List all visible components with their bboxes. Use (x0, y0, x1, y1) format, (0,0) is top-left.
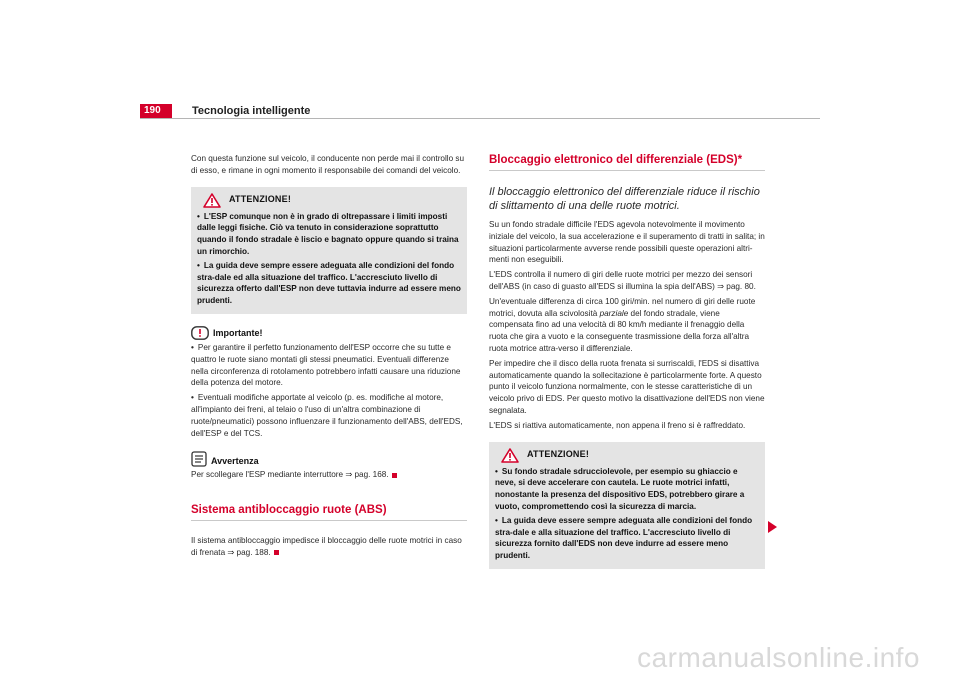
page-title: Tecnologia intelligente (192, 105, 311, 117)
warning-header (197, 193, 461, 208)
intro-paragraph: Con questa funzione sul veicolo, il conducente non perde mai il controllo su di esso, e rimane in ogni momento il responsabile dei comandi del veicolo. (191, 154, 465, 175)
warning-box-eds (489, 442, 765, 569)
warning-title: ATTENZIONE! (527, 449, 590, 460)
warning-triangle-icon (501, 448, 519, 463)
notice-text: Per scollegare l'ESP mediante interruttore ⇒ pag. 168. (191, 470, 389, 480)
notice-title: Avvertenza (211, 455, 259, 466)
end-square-icon (274, 550, 279, 555)
abs-section-title: Sistema antibloccaggio ruote (ABS) (191, 503, 467, 521)
header-divider (140, 118, 820, 119)
warning-box-esp (191, 187, 467, 314)
eds-p3-italic: parziale (599, 308, 629, 318)
eds-paragraph-1: Su un fondo stradale difficile l'EDS agevola notevolmente il movimento iniziale del veicolo, la sua accelerazione e il superamento di tratti in salita; in situazioni particolarmente avverse rende possibili queste operazioni altri-menti non eseguibili. (489, 220, 765, 265)
warning-triangle-icon (203, 193, 221, 208)
warning-item: • La guida deve sempre essere adeguata alle condizioni del fondo stra-dale ed alla situazione del traffico. L'accresciuto livello di sicurezza offerto dall'ESP non deve tuttavia indurre ad essere meno prudenti. (197, 260, 461, 307)
exclamation-icon (191, 326, 209, 340)
notepad-icon (191, 451, 207, 467)
important-header (191, 326, 467, 340)
eds-paragraph-2: L'EDS controlla il numero di giri delle ruote motrici per mezzo dei sensori dell'ABS (in caso di guasto all'EDS si illumina la spia dell'ABS) ⇒ pag. 80. (489, 270, 756, 291)
eds-p3-end: del fondo stradale, viene compensata fino ad una velocità di 80 km/h mediante il frenaggio della ruota che gira a vuoto e la conseguente trasmissione della forza all'altra ruota motrice attra-verso il differenziale. (489, 308, 750, 353)
next-page-arrow-icon[interactable] (768, 521, 777, 533)
eds-paragraph-4: Per impedire che il disco della ruota frenata si surriscaldi, l'EDS si disattiva automaticamente quando la sollecitazione è particolarmente forte. A questo punto il veicolo funziona normalmente, con le stesse caratteristiche di un veicolo privo di EDS. Per questo motivo la disattivazione dell'EDS non viene segnalata. (489, 358, 765, 415)
end-square-icon (392, 473, 397, 478)
right-column (489, 153, 765, 569)
abs-text: Il sistema antibloccaggio impedisce il bloccaggio delle ruote motrici in caso di frenata ⇒ pag. 188. (191, 536, 462, 557)
warning-item: • La guida deve essere sempre adeguata alle condizioni del fondo stra-dale e alla situazione del traffico. L'accresciuto livello di sicurezza fornito dall'EDS non deve indurre ad essere meno prudenti. (495, 515, 759, 562)
eds-paragraph-3 (489, 296, 765, 355)
notice-paragraph (191, 469, 467, 481)
eds-p3-start: Un'eventuale differenza di circa 100 giri/min. nel numero di giri delle ruote motrici, dovuta alla scivolosità (489, 296, 756, 318)
left-column (191, 153, 467, 562)
important-title: Importante! (213, 328, 263, 339)
important-item: • Eventuali modifiche apportate al veicolo (p. es. modifiche al motore, all'impianto dei freni, al telaio o l'uso di un'altra combinazione di ruote/pneumatici) possono influenzare il funzionamento dell'ABS, dell'EDS, dell'ESP e del TCS. (191, 392, 467, 439)
warning-item: • L'ESP comunque non è in grado di oltrepassare i limiti imposti dalle leggi fisiche. Ciò va tenuto in considerazione soprattutto quando il fondo stradale è liscio e bagnato oppure quando si traina un rimorchio. (197, 211, 461, 258)
page-number: 190 (140, 104, 172, 118)
warning-item: • Su fondo stradale sdrucciolevole, per esempio su ghiaccio e neve, si deve accelerare con cautela. Le ruote motrici infatti, nonostante la presenza del dispositivo EDS, potrebbero girare a vuoto, compromettendo così la sicurezza di marcia. (495, 466, 759, 513)
notice-header (191, 451, 467, 467)
warning-header (495, 448, 759, 463)
warning-title: ATTENZIONE! (229, 194, 292, 205)
abs-paragraph (191, 535, 467, 559)
important-item: • Per garantire il perfetto funzionamento dell'ESP occorre che su tutte e quattro le ruote siano montati gli stessi pneumatici. Eventuali differenze nella circonferenza di rotolamento potrebbero infatti causare una riduzione della potenza del motore. (191, 342, 467, 389)
eds-subtitle: Il bloccaggio elettronico del differenziale riduce il rischio di slittamento di una delle ruote motrici. (489, 186, 760, 212)
watermark: carmanualsonline.info (637, 642, 920, 673)
eds-section-title: Bloccaggio elettronico del differenziale (EDS)* (489, 153, 765, 171)
eds-paragraph-5: L'EDS si riattiva automaticamente, non appena il freno si è raffreddato. (489, 420, 746, 430)
